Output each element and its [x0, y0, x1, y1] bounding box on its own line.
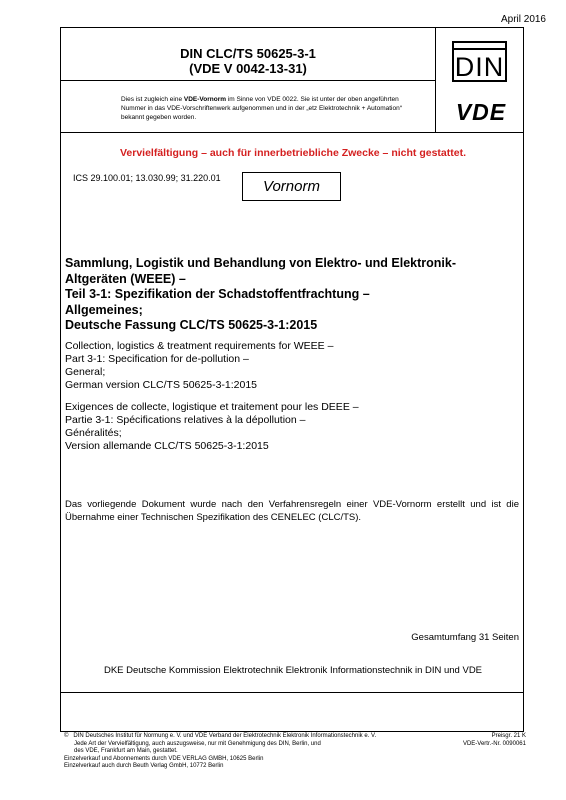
- title-line: Sammlung, Logistik und Behandlung von Elektro- und Elektronik-: [65, 256, 456, 270]
- title-line: Teil 3-1: Spezifikation der Schadstoffentfrachtung –: [65, 287, 370, 301]
- title-line: Altgeräten (WEEE) –: [65, 271, 186, 286]
- footer-line: © DIN Deutsches Institut für Normung e. V. und VDE Verband der Elektrotechnik Elektronik Informationstechnik e. V.: [64, 733, 377, 739]
- vde-notice: [121, 95, 421, 122]
- dke-line: DKE Deutsche Kommission Elektrotechnik Elektronik Informationstechnik in DIN und VDE: [103, 665, 483, 676]
- standard-number-vde: (VDE V 0042-13-31): [189, 61, 307, 76]
- title-line: Allgemeines;: [65, 302, 143, 317]
- title-line: Deutsche Fassung CLC/TS 50625-3-1:2015: [65, 318, 318, 332]
- title-line: Exigences de collecte, logistique et traitement pour les DEEE –: [65, 401, 359, 413]
- din-logo: [452, 41, 507, 82]
- vde-notice-text: Dies ist zugleich eine: [121, 96, 184, 103]
- total-pages: Gesamtumfang 31 Seiten: [411, 632, 519, 643]
- vde-notice-text: im Sinne von VDE 0022. Sie ist unter der oben angeführten Nummer in das VDE-Vorschriftenwerk aufgenommen und in der „etz Elektrotechnik + Automation“ bekannt gegeben worden.: [121, 96, 402, 121]
- title-line: Partie 3-1: Spécifications relatives à la dépollution –: [65, 414, 306, 426]
- title-line: Version allemande CLC/TS 50625-3-1:2015: [65, 440, 269, 452]
- title-line: General;: [65, 366, 106, 378]
- title-german: [65, 256, 485, 334]
- svg-text:VDE: VDE: [455, 99, 507, 125]
- title-line: Collection, logistics & treatment requirements for WEEE –: [65, 340, 334, 352]
- document-description: Das vorliegende Dokument wurde nach den Verfahrensregeln einer VDE-Vornorm erstellt und ist die Übernahme einer Technischen Spezifikation des CENELEC (CLC/TS).: [65, 499, 519, 523]
- standard-number: [61, 46, 435, 76]
- title-line: Part 3-1: Specification for de-pollution –: [65, 353, 249, 365]
- footer-price: [463, 733, 526, 748]
- footer-line: Jede Art der Vervielfältigung, auch auszugsweise, nur mit Genehmigung des DIN, Berlin, und: [64, 740, 321, 747]
- divider: [61, 80, 435, 81]
- divider: [435, 28, 436, 132]
- title-line: German version CLC/TS 50625-3-1:2015: [65, 379, 258, 391]
- footer-copyright: [64, 733, 377, 771]
- title-line: Généralités;: [65, 427, 122, 439]
- vde-contract-number: VDE-Vertr.-Nr. 0090061: [462, 740, 526, 747]
- vde-logo: [445, 98, 517, 126]
- title-english: [65, 340, 485, 392]
- svg-text:DIN: DIN: [454, 52, 505, 82]
- title-french: [65, 401, 485, 453]
- price-group: Preisgr. 21 K: [491, 733, 526, 739]
- footer-line: Einzelverkauf und Abonnements durch VDE VERLAG GMBH, 10625 Berlin: [64, 755, 264, 762]
- footer-line: Einzelverkauf auch durch Beuth Verlag GmbH, 10772 Berlin: [64, 763, 224, 770]
- vde-notice-bold: VDE-Vornorm: [183, 96, 227, 103]
- ics-codes: ICS 29.100.01; 13.030.99; 31.220.01: [73, 173, 221, 183]
- footer-line: des VDE, Frankfurt am Main, gestattet.: [64, 748, 178, 755]
- document-type-badge: Vornorm: [242, 172, 341, 201]
- reproduction-notice: Vervielfältigung – auch für innerbetriebliche Zwecke – nicht gestattet.: [119, 147, 466, 159]
- divider: [61, 692, 523, 693]
- cover-frame: [60, 27, 524, 732]
- divider: [61, 132, 523, 133]
- publication-date: April 2016: [500, 14, 546, 25]
- standard-number-din: DIN CLC/TS 50625-3-1: [180, 46, 316, 61]
